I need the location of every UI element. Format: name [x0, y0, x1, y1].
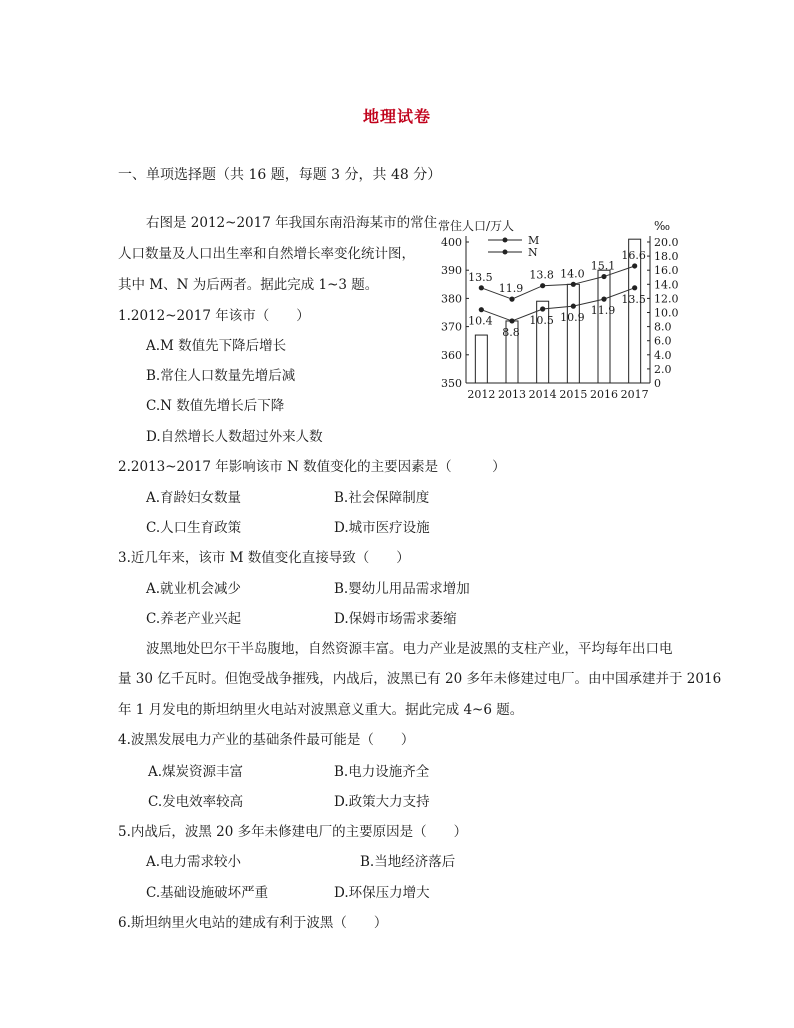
q2-option-b: B.社会保障制度 [334, 490, 430, 506]
series-n-point [540, 306, 545, 311]
right-tick-label: 8.0 [654, 320, 672, 334]
population-bar [567, 284, 579, 383]
left-axis-label: 常住人口/万人 [438, 219, 515, 233]
q4-stem: 4.波黑发展电力产业的基础条件最可能是（ ） [118, 732, 415, 748]
series-m-data-label: 16.6 [621, 248, 646, 262]
q2-option-d: D.城市医疗设施 [334, 520, 430, 536]
x-tick-label: 2016 [590, 388, 618, 401]
q5-option-c: C.基础设施破坏严重 [146, 885, 269, 901]
intro2-line-3: 年 1 月发电的斯坦纳里火电站对波黑意义重大。据此完成 4~6 题。 [118, 702, 524, 718]
intro2-line-1: 波黑地处巴尔干半岛腹地，自然资源丰富。电力产业是波黑的支柱产业，平均每年出口电 [146, 641, 673, 657]
q2-option-c: C.人口生育政策 [146, 520, 242, 536]
right-tick-label: 0 [654, 377, 661, 390]
legend-n: N [528, 246, 538, 259]
left-tick-label: 380 [441, 292, 462, 306]
x-tick-label: 2014 [528, 388, 557, 401]
series-n-point [509, 318, 514, 323]
left-tick-label: 350 [441, 377, 462, 390]
series-m-data-label: 13.8 [529, 268, 554, 282]
left-tick-label: 370 [441, 320, 462, 334]
q4-option-c: C.发电效率较高 [148, 794, 244, 810]
left-tick-label: 360 [441, 348, 462, 362]
series-n-point [601, 297, 606, 302]
right-tick-label: 6.0 [654, 334, 672, 348]
right-tick-label: 12.0 [654, 292, 679, 306]
population-bar [475, 335, 487, 383]
q3-option-c: C.养老产业兴起 [146, 611, 242, 627]
series-n-point [479, 307, 484, 312]
series-n-point [632, 285, 637, 290]
page-title: 地理试卷 [362, 107, 431, 126]
q4-option-b: B.电力设施齐全 [334, 764, 430, 780]
q5-stem: 5.内战后，波黑 20 多年未修建电厂的主要原因是（ ） [118, 824, 468, 840]
right-axis-label: ‰ [654, 219, 671, 233]
q6-stem: 6.斯坦纳里火电站的建成有利于波黑（ ） [118, 915, 388, 931]
q1-option-c: C.N 数值先增长后下降 [146, 398, 285, 414]
series-m-data-label: 11.9 [498, 282, 524, 296]
q3-option-a: A.就业机会减少 [146, 581, 242, 597]
series-n-data-label: 13.5 [621, 292, 646, 306]
q5-option-d: D.环保压力增大 [334, 885, 430, 901]
q3-option-b: B.婴幼儿用品需求增加 [334, 581, 470, 597]
q2-stem: 2.2013~2017 年影响该市 N 数值变化的主要因素是（ ） [118, 459, 506, 475]
x-tick-label: 2015 [559, 388, 588, 401]
q5-option-a: A.电力需求较小 [146, 854, 242, 870]
series-n-data-label: 11.9 [590, 304, 616, 318]
series-m-point [601, 274, 606, 279]
right-tick-label: 20.0 [654, 236, 679, 249]
x-tick-label: 2012 [467, 388, 496, 401]
series-n-data-label: 10.4 [468, 314, 493, 328]
q2-option-a: A.育龄妇女数量 [146, 490, 242, 506]
intro1-line-1: 右图是 2012~2017 年我国东南沿海某市的常住 [146, 215, 438, 231]
series-n-data-label: 10.5 [529, 313, 554, 327]
series-m-point [540, 283, 545, 288]
right-tick-label: 10.0 [654, 306, 679, 320]
left-tick-label: 390 [441, 264, 462, 278]
series-m-point [479, 285, 484, 290]
x-tick-label: 2017 [620, 388, 649, 401]
intro1-line-2: 人口数量及人口出生率和自然增长率变化统计图， [118, 246, 415, 262]
q4-option-d: D.政策大力支持 [334, 794, 430, 810]
q1-option-b: B.常住人口数量先增后减 [146, 368, 296, 384]
x-tick-label: 2013 [498, 388, 526, 401]
series-m-data-label: 13.5 [468, 270, 493, 284]
left-tick-label: 400 [441, 236, 462, 249]
series-n-data-label: 8.8 [502, 325, 520, 339]
series-n-data-label: 10.9 [560, 311, 585, 325]
series-m-data-label: 14.0 [560, 267, 585, 281]
intro2-line-2: 量 30 亿千瓦时。但饱受战争摧残，内战后，波黑已有 20 多年未修建过电厂。由中国承建并于 2016 [118, 671, 722, 687]
right-tick-label: 4.0 [654, 348, 672, 362]
section-heading: 一、单项选择题（共 16 题，每题 3 分，共 48 分） [118, 167, 442, 183]
series-n-point [571, 304, 576, 309]
series-m-point [571, 282, 576, 287]
right-tick-label: 2.0 [654, 362, 672, 376]
q1-option-a: A.M 数值先下降后增长 [146, 338, 287, 354]
intro1-line-3: 其中 M、N 为后两者。据此完成 1~3 题。 [118, 277, 379, 293]
population-chart [432, 212, 687, 404]
q1-stem: 1.2012~2017 年该市（ ） [118, 308, 310, 324]
q4-option-a: A.煤炭资源丰富 [148, 764, 244, 780]
right-tick-label: 18.0 [654, 250, 679, 264]
series-m-data-label: 15.1 [590, 259, 616, 273]
series-m-point [509, 297, 514, 302]
population-bar [598, 270, 610, 383]
right-tick-label: 16.0 [654, 264, 679, 278]
q5-option-b: B.当地经济落后 [360, 854, 456, 870]
right-tick-label: 14.0 [654, 278, 679, 292]
legend-m: M [528, 234, 540, 247]
q3-stem: 3.近几年来，该市 M 数值变化直接导致（ ） [118, 550, 410, 566]
q3-option-d: D.保姆市场需求萎缩 [334, 611, 457, 627]
q1-option-d: D.自然增长人数超过外来人数 [146, 429, 323, 445]
series-m-point [632, 263, 637, 268]
